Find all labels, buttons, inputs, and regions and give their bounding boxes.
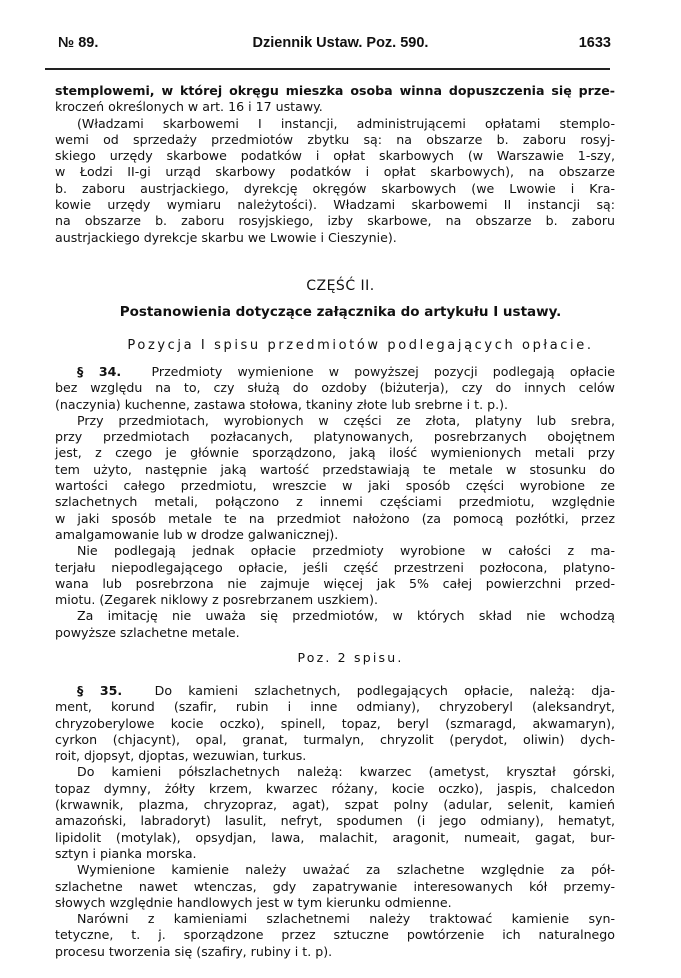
text-line: wana lub posrebrzona nie zajmuje więcej jak 5% całej powierzchni przed- xyxy=(55,575,615,591)
text-fragment: Do kamieni szlachetnych, podlegających opłacie, należą: dja- xyxy=(154,683,615,698)
text-line: (krwawnik, plazma, chryzopraz, agat), szpat polny (adular, selenit, kamień xyxy=(55,797,615,813)
paragraph-mark: § 35. xyxy=(77,683,123,698)
text-line: kroczeń określonych w art. 16 i 17 ustawy. xyxy=(55,99,323,115)
intro-text xyxy=(55,83,615,246)
text-line: procesu tworzenia się (szafiry, rubiny i t. p). xyxy=(55,943,333,959)
text-line xyxy=(55,364,615,380)
text-line xyxy=(55,683,615,699)
text-line: amalgamowanie lub w drodze galwanicznej). xyxy=(55,526,339,542)
text-line: cyrkon (chjacynt), opal, granat, turmalyn, chryzolit (perydot, oliwin) dych- xyxy=(55,731,615,747)
text-line: tetyczne, t. j. sporządzone przez sztuczne powtórzenie ich naturalnego xyxy=(55,927,615,943)
text-line: austrjackiego dyrekcje skarbu we Lwowie i Cieszynie). xyxy=(55,229,397,245)
section-34 xyxy=(55,364,615,641)
section-35 xyxy=(55,683,615,960)
text-line: szlachetne nawet wtenczas, gdy zapatrywanie interesowanych kół przemy- xyxy=(55,878,615,894)
text-line: kowie urzędy wymiaru należytości). Władzami skarbowemi II instancji są: xyxy=(55,197,615,213)
journal-title: Dziennik Ustaw. Poz. 590. xyxy=(252,35,429,51)
text-line: b. zaboru austrjackiego, dyrekcję okręgów skarbowych (we Lwowie i Kra- xyxy=(55,180,615,196)
text-line: powyższe szlachetne metale. xyxy=(55,624,240,640)
text-line: Do kamieni półszlachetnych należą: kwarzec (ametyst, kryształ górski, xyxy=(77,764,615,780)
text-line: na obszarze b. zaboru rosyjskiego, izby skarbowe, na obszarze b. zaboru xyxy=(55,213,615,229)
text-line: lipidolit (motylak), opsydjan, lawa, malachit, aragonit, numeait, gagat, bur- xyxy=(55,829,615,845)
text-line: chryzoberylowe kocie oczko), spinell, topaz, beryl (szmaragd, akwamaryn), xyxy=(55,715,615,731)
text-line: Przy przedmiotach, wyrobionych w części ze złota, platyny lub srebra, xyxy=(77,412,615,428)
text-line: bez względu na to, czy służą do ozdoby (biżuterja), czy do innych celów xyxy=(55,380,615,396)
text-line: topaz dymny, żółty krzem, kwarzec różany, kocie oczko), jaspis, chalcedon xyxy=(55,780,615,796)
paragraph-mark: § 34. xyxy=(77,364,122,379)
text-line: wartości całego przedmiotu, wreszcie w jaki sposób części wyrobione ze xyxy=(55,478,615,494)
header-rule xyxy=(45,68,610,70)
text-line: (naczynia) kuchenne, zastawa stołowa, tkaniny złote lub srebrne i t. p.). xyxy=(55,396,509,412)
text-line: Wymienione kamienie należy uważać za szlachetne względnie za pół- xyxy=(77,862,615,878)
issue-number: № 89. xyxy=(58,35,99,51)
text-line: jest, z czego je głównie sporządzono, jaką ilość wymienionych metali przy xyxy=(55,445,615,461)
text-line: szlachetnych metali, połączono z innemi częściami przedmiotu, względnie xyxy=(55,494,615,510)
text-line: stemplowemi, w której okręgu mieszka osoba winna dopuszczenia się prze- xyxy=(55,83,615,98)
text-line: skiego urzędy skarbowe podatków i opłat skarbowych (w Warszawie 1-szy, xyxy=(55,148,615,164)
text-line: Narówni z kamieniami szlachetnemi należy traktować kamienie syn- xyxy=(77,911,615,927)
part-title: Postanowienia dotyczące załącznika do artykułu I ustawy. xyxy=(119,304,562,320)
text-line: Nie podlegają jednak opłacie przedmioty wyrobione w całości z ma- xyxy=(77,543,615,559)
text-line: (Władzami skarbowemi I instancji, administrującemi opłatami stemplo- xyxy=(77,115,615,131)
text-line: Za imitację nie uważa się przedmiotów, w których skład nie wchodzą xyxy=(77,608,615,624)
text-line: sztyn i pianka morska. xyxy=(55,845,197,861)
text-line: miotu. (Zegarek niklowy z posrebrzanem uszkiem). xyxy=(55,592,378,608)
text-line: tem użyto, następnie jaką wartość przedstawiają te metale w stosunku do xyxy=(55,461,615,477)
page-number: 1633 xyxy=(578,35,611,51)
section-heading-poz-2: Poz. 2 spisu. xyxy=(297,650,404,665)
section-heading-pozycja-1: Pozycja I spisu przedmiotów podlegających opłacie. xyxy=(127,338,594,353)
text-line: słowych względnie handlowych jest w tym kierunku odmienne. xyxy=(55,894,452,910)
running-header xyxy=(58,33,623,57)
text-fragment: Przedmioty wymienione w powyższej pozycji podlegają opłacie xyxy=(151,364,615,379)
text-line: wemi od sprzedaży przedmiotów zbytku są: na obszarze b. zaboru rosyj- xyxy=(55,131,615,147)
text-line: przy przedmiotach pozłacanych, platynowanych, posrebrzanych obojętnem xyxy=(55,429,615,445)
text-line: w Łodzi II-gi urząd skarbowy podatków i opłat skarbowych), na obszarze xyxy=(55,164,615,180)
text-line: w jaki sposób metale te na przedmiot nałożono (za pomocą pozłótki, przez xyxy=(55,510,615,526)
text-line: terjału niepodlegającego opłacie, jeśli część przestrzeni pozłocona, platyno- xyxy=(55,559,615,575)
text-line: roit, djopsyt, djoptas, wezuwian, turkus. xyxy=(55,748,307,764)
text-line: amazoński, labradoryt) lasulit, nefryt, spodumen (i jego odmiany), hematyt, xyxy=(55,813,615,829)
text-line: ment, korund (szafir, rubin i inne odmiany), chryzoberyl (aleksandryt, xyxy=(55,699,615,715)
part-heading: CZĘŚĆ II. xyxy=(306,278,375,294)
